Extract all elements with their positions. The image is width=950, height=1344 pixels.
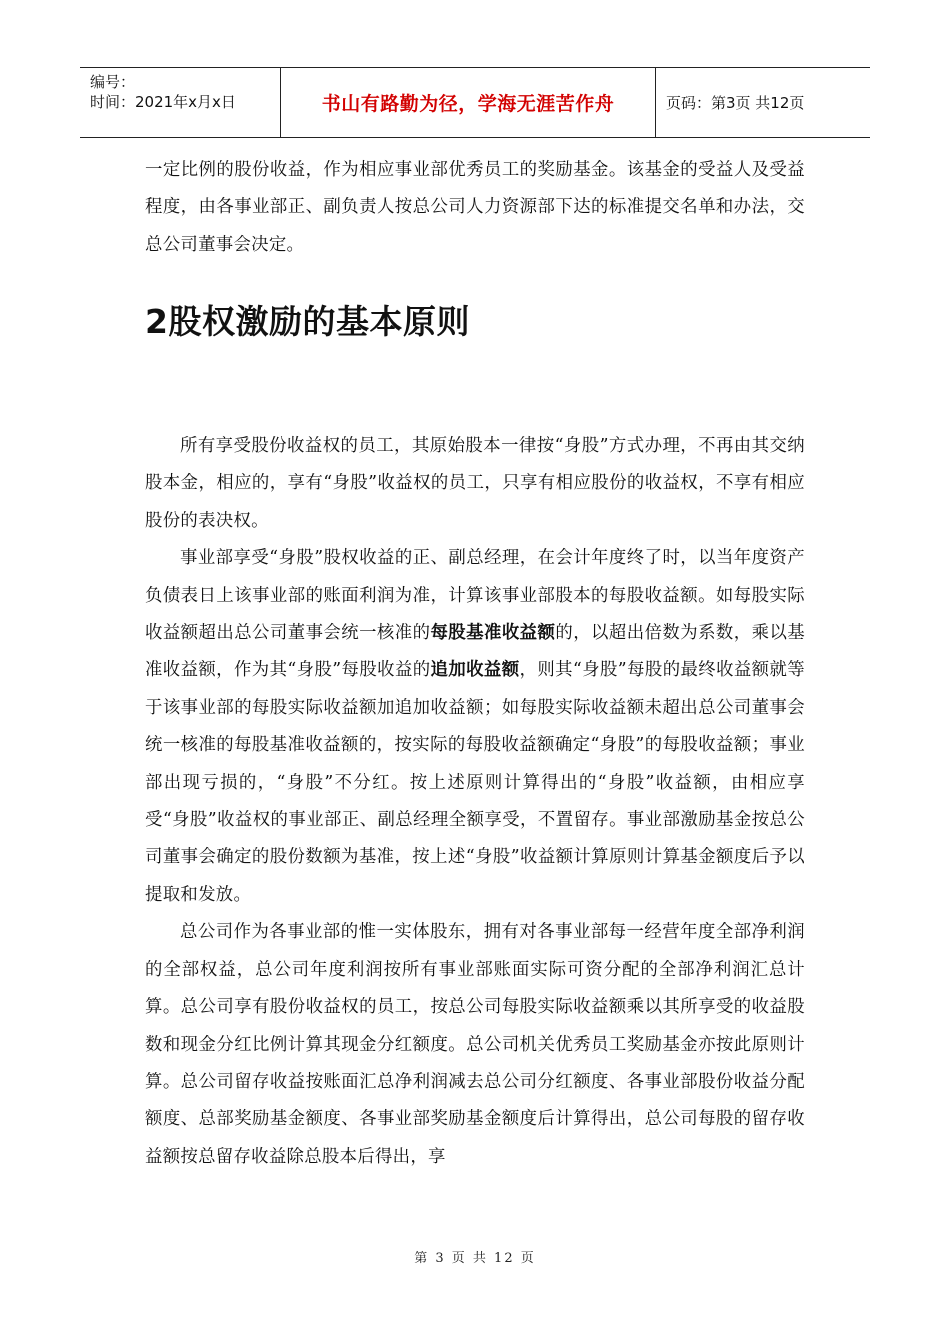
header-meta xyxy=(80,68,280,137)
paragraph-2-text-a: 事业部享受“身股”股权收益的正、副总经理，在会计年度终了时，以当年度资产负债表日上该事业部的账面利润为准，计算该事业部股本的每股收益额。如每股实际收益额超出总公司董事会统一核准的 xyxy=(145,548,805,644)
document-number-label: 编号： xyxy=(90,73,136,91)
header-motto-cell xyxy=(280,68,656,137)
intro-section xyxy=(145,152,805,264)
document-time-label: 时间：2021年x月x日 xyxy=(90,93,236,111)
paragraph-3: 总公司作为各事业部的惟一实体股东，拥有对各事业部每一经营年度全部净利润的全部权益，总公司年度利润按所有事业部账面实际可资分配的全部净利润汇总计算。总公司享有股份收益权的员工，按总公司每股实际收益额乘以其所享受的收益股数和现金分红比例计算其现金分红额度。总公司机关优秀员工奖励基金亦按此原则计算。总公司留存收益按账面汇总净利润减去总公司分红额度、各事业部股份收益分配额度、总部奖励基金额度、各事业部奖励基金额度后计算得出，总公司每股的留存收益额按总留存收益除总股本后得出，享 xyxy=(145,922,805,1167)
page-footer: 第 3 页 共 12 页 xyxy=(414,1251,536,1266)
header-page-info: 页码：第3页 共12页 xyxy=(666,94,805,112)
header-motto: 书山有路勤为径，学海无涯苦作舟 xyxy=(321,93,615,115)
intro-paragraph: 一定比例的股份收益，作为相应事业部优秀员工的奖励基金。该基金的受益人及受益程度，由各事业部正、副负责人按总公司人力资源部下达的标准提交名单和办法，交总公司董事会决定。 xyxy=(145,160,805,255)
paragraph-2-text-b: 的，以超出倍数为系数，乘以基准收益额，作为其“身股”每股收益的 xyxy=(145,623,805,681)
paragraph-2-text-c: ，则其“身股”每股的最终收益额就等于该事业部的每股实际收益额加追加收益额；如每股实际收益额未超出总公司董事会统一核准的每股基准收益额的，按实际的每股收益额确定“身股”的每股收益额；事业部出现亏损的，“身股”不分红。按上述原则计算得出的“身股”收益额，由相应享受“身股”收益权的事业部正、副总经理全额享受，不置留存。事业部激励基金按总公司董事会确定的股份数额为基准，按上述“身股”收益额计算原则计算基金额度后予以提取和发放。 xyxy=(145,660,805,905)
paragraph-2 xyxy=(145,540,805,914)
body-section xyxy=(145,428,805,1176)
document-header xyxy=(80,67,870,138)
paragraph-1: 所有享受股份收益权的员工，其原始股本一律按“身股”方式办理，不再由其交纳股本金，相应的，享有“身股”收益权的员工，只享有相应股份的收益权，不享有相应股份的表决权。 xyxy=(145,436,805,531)
section-heading: 2股权激励的基本原则 xyxy=(145,302,470,341)
bold-term-base-earnings: 每股基准收益额 xyxy=(430,623,556,644)
bold-term-additional-earnings: 追加收益额 xyxy=(430,660,520,681)
